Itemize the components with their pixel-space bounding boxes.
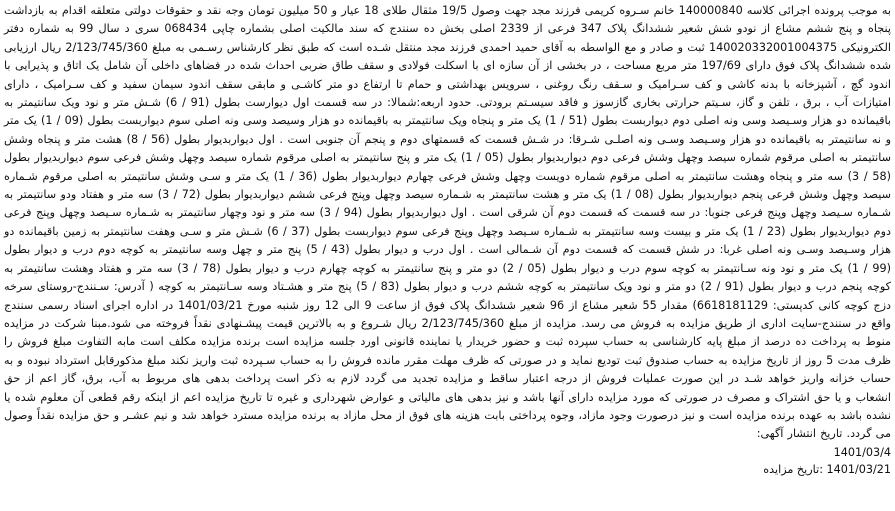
auction-date: 1401/03/21 :تاریخ مزایده (763, 462, 891, 476)
publication-date: 1401/03/4 (833, 445, 891, 459)
notice-body-text: به موجب پرونده اجرائی کلاسه 140000840 خانم سـروه کریمی فرزند مجد جهت وصول 19/5 مثقال طلای 18 عیار و 50 میلیون تومان وجه نقد و حقوقات دولتی متعلقه اقدام به بازداشت پنجاه و پنج ششم مشاع از نودو شش شعیر ششدانگ پلاک 347 فرعی از 2339 اصلی بخش ده سنندج که سند مالکیت اصلی بشماره چاپی 068434 سری د سال 99 به شماره دفتر الکترونیکی 140020332001004375 ثبت و صادر و مع الواسطه به آقای حمید احمدی فرزند مجد منتقل شـده است که طبق نظر کارشناس رسـمی به مبلغ 2/123/745/360 ریال ارزیابی شده ششدانگ پلاک فوق دارای 197/69 متر مربع مساحت ، در بخشی از آن سازه ای با اسکلت فولادی و سقف طاق ضربی احداث شده در فضاهای داخلی آن شامل یک اتاق و پذیرایی با اندود گچ ، آشپزخانه با بدنه کاشی و کف سـرامیک و سـقف رنگ روغنی ، سرویس بهداشتی و حمام تا ارتفاع دو متر کاشـی و مابقی سقف اندود سیمان سفید و کف سـرامیک ، دارای امتیازات آب ، برق ، تلفن و گاز، سـیتم حرارتی بخاری گازسوز و فاقد سیسـتم برودتی. حدود اربعه:شمالا: در سه قسمت اول دیوارست بطول (91 / 6) شـش متر و نود ویک سانتیمتر به باقیمانده دو هزار وسـیصد وسی ونه اصلی دوم دیواربست بطول (51 / 1) یک متر و پنجاه ویک سانتیمتر به باقیمانده دو هزار وسیصد وسی ونه اصلی سوم دیواربست بطول (09 / 1) یک متر و نه سانتیمتر به باقیمانده دو هزار وسـیصد وسـی ونه اصلـی شـرقا: در شـش قسمت که قسمتهای دوم و پنجم آن جنوبی است . اول دیواربدیوار بطول (56 / 8) هشت متر و پنجاه وشش سانتیمتر به اصلی مرقوم شماره سیصد وچهل وشش فرعی دوم دیواربدیوار بطول (05 / 1) یک متر و پنج سانتیمتر به اصلی مرقوم شماره سیصد وچهل وشش فرعی سوم دیواربدیوار بطول (58 / 3) سه متر و پنجاه وهشت سانتیمتر به اصلی مرقوم شماره دویست وچهل وشش فرعی چهارم دیواربدیوار بطول (36 / 1) یک متر و سـی وشش سانتیمتر به اصلی مرقوم شـماره سیصد وچهل وشش فرعی پنجم دیواربدیوار بطول (08 / 1) یک متر و هشت سانتیمتر به شـماره سیصد وچهل وپنج فرعی ششم دیواربدیوار بطول (72 / 3) سه متر و هفتاد ودو سانتیمتر به شـماره سـیصد وچهل وپنج فرعی جنوبا: در سه قسمت که قسمت دوم آن شرقی است . اول دیواربدیوار بطول (94 / 3) سه متر و نود وچهار سانتیمتر به شـماره سـیصد وچهل وپنج فرعی دوم دیواربدیوار بطول (23 / 1) یک متر و بیست وسه سانتیمتر به شـماره سـیصد وچهل وپنج فرعی سوم دیواربست بطول (37 / 6) شـش متر و سـی وهفت سانتیمتر به زمین باقیمانده دو هزار وسـیصد وسـی ونه اصلی غربا: در شش قسمت که قسمت دوم آن شـمالی است . اول درب و دیوار بطول (43 / 5) پنج متر و چهل وسه سانتیمتر به کوچه دوم درب و دیوار بطول (99 / 1) یک متر و نود ونه سـانتیمتر به کوچه سوم درب و دیوار بطول (05 / 2) دو متر و پنج سانتیمتر به کوچه چهارم درب و دیوار بطول (78 / 3) سه متر و هفتاد وهشت سانتیمتر به کوچه پنجم درب و دیوار بطول (91 / 2) دو متر و نود ویک سانتیمتر به کوچه ششم درب و دیوار بطول (83 / 5) پنج متر و هشـتاد وسه سـانتیمتر به کوچه ( آدرس: سـنندج-روستای سرخه دزج کوچه کانی کدپستی: 6618181129) مقدار 55 شعیر مشاع از 96 شعیر ششدانگ پلاک فوق از ساعت 9 الی 12 روز شنبه مورخ 1401/03/21 در اداره اجرای اسناد رسمی سنندج واقع در سنندج-سایت اداری از طریق مزایده به فروش می رسد. مزایده از مبلغ 2/123/745/360 ریال شـروع و به بالاترین قیمت پیشـنهادی نقداً فروخته می شود.مبنا شرکت در مزایده منوط به پرداخت ده درصد از مبلغ پایه کارشناسی به حساب سپرده ثبت و حضور خریدار یا نماینده قانونی اورد جلسه مزایده است برنده مزایده مکلف است مابه التفاوت مبلغ فروش را ظرف مدت 5 روز از تاریخ مزایده به حساب صندوق ثبت تودیع نماید و در صورتی که ظرف مهلت مقرر مانده فروش را به حساب سـپرده ثبت واریز نکند مبلغ مذکورقابل استرداد نبوده و به حساب خزانه واریز خواهد شـد در این صورت عملیات فروش از درجه اعتبار ساقط و مزایده تجدید می گردد لازم به ذکر است پرداخت بدهی های مربوط به آب، برق، گاز اعم از حق انشعاب و یا حق اشتراک و مصرف در صورتی که مورد مزایده دارای آنها باشد و نیز بدهی های مالیاتی و عوارض شهرداری و غیره تا تاریخ مزایده اعم از اینکه رقم قطعی آن معلوم شده یا نشده باشد به عهده برنده مزایده است و نیز درصورت وجود مازاد، وجوه پرداختی بابت هزینه های فوق از محل مازاد به برنده مزایده مسترد خواهد شد و نیم عشـر و حق مزایده نقداً وصول می گردد. تاریخ انتشار آگهی: (4, 4, 892, 441)
